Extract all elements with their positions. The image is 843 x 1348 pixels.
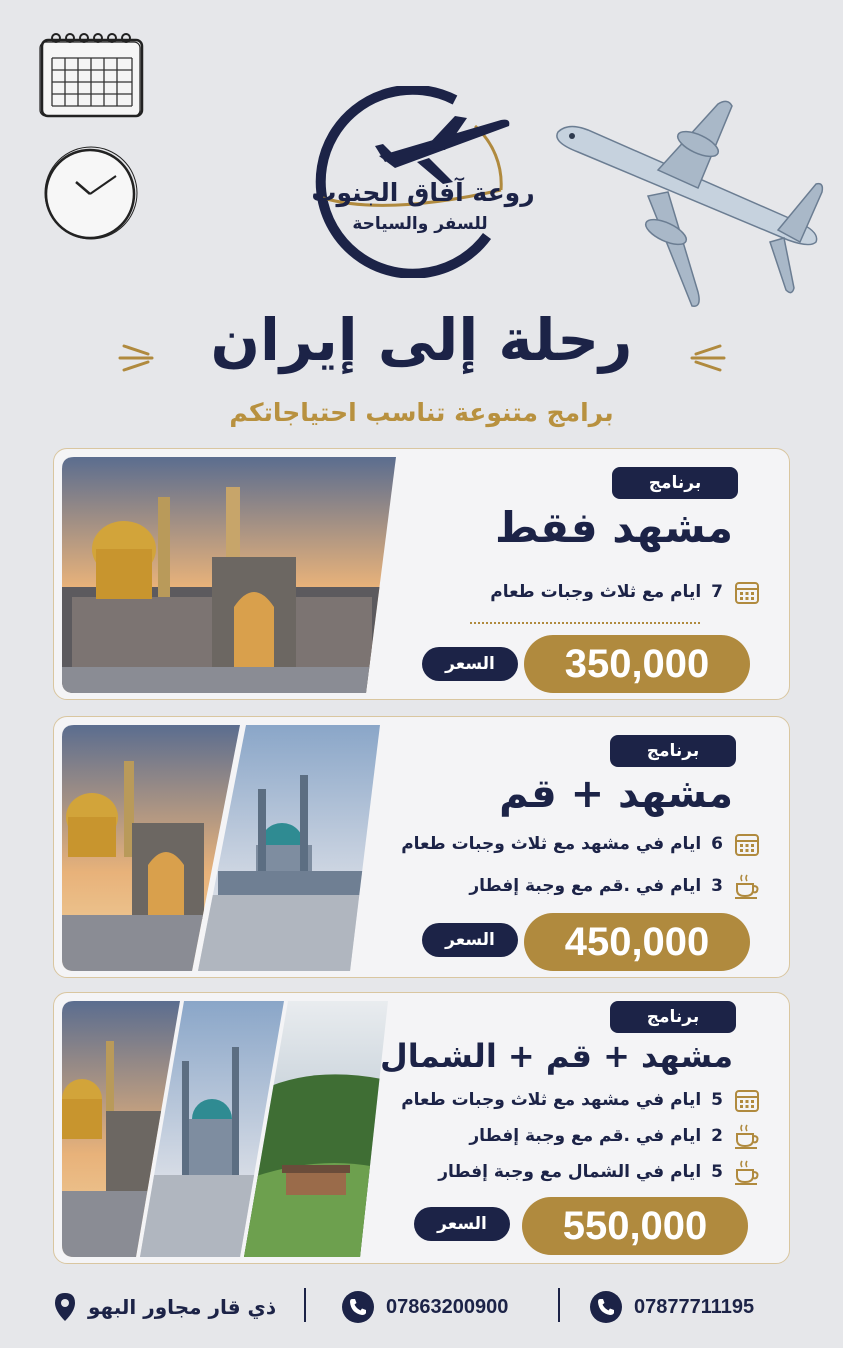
calendar-icon (733, 578, 761, 606)
phone-number[interactable]: 07863200900 (386, 1295, 509, 1318)
price-label: السعر (422, 647, 518, 681)
address-item (54, 1292, 276, 1322)
feature-text: ايام مع ثلاث وجبات طعام (490, 582, 702, 602)
price-label: السعر (422, 923, 518, 957)
calendar-icon (733, 830, 761, 858)
program-badge: برنامج (610, 1001, 736, 1033)
dotted-divider (470, 622, 700, 624)
feature-text: ايام في .قم مع وجبة إفطار (469, 876, 702, 896)
footer-divider (558, 1288, 560, 1322)
airplane-watercolor-icon (548, 92, 834, 324)
program-feature (401, 1085, 761, 1115)
program-badge: برنامج (612, 467, 738, 499)
phone-item-1[interactable] (590, 1292, 754, 1322)
program-feature (438, 1157, 761, 1187)
program-feature (401, 829, 761, 859)
feature-text: ايام في مشهد مع ثلاث وجبات طعام (401, 1090, 702, 1110)
footer-divider (304, 1288, 306, 1322)
feature-text: ايام في مشهد مع ثلاث وجبات طعام (401, 834, 702, 854)
phone-icon (590, 1291, 622, 1323)
program-card-2[interactable] (53, 716, 790, 978)
shrine-photo-mashhad (62, 457, 396, 693)
clock-sketch-icon (40, 146, 140, 242)
page-title: رحلة إلى إيران (210, 306, 633, 374)
phone-item-2[interactable] (342, 1292, 508, 1322)
calendar-icon (733, 1086, 761, 1114)
shrine-photos-mashhad-qom (62, 725, 380, 971)
program-title: مشهد + قم (499, 771, 733, 817)
price-label: السعر (414, 1207, 510, 1241)
coffee-cup-icon (733, 1158, 761, 1186)
program-feature (490, 577, 761, 607)
feature-days: 6 (711, 834, 723, 854)
program-title: مشهد فقط (494, 503, 733, 552)
feature-text: ايام في الشمال مع وجبة إفطار (438, 1162, 702, 1182)
feature-days: 5 (711, 1162, 723, 1182)
page-subtitle: برامج متنوعة تناسب احتياجاتكم (229, 398, 614, 427)
sparkle-right-icon (686, 338, 730, 378)
phone-icon (342, 1291, 374, 1323)
feature-days: 3 (711, 876, 723, 896)
program-feature (469, 1121, 761, 1151)
program-card-1[interactable] (53, 448, 790, 700)
coffee-cup-icon (733, 1122, 761, 1150)
price-value: 450,000 (524, 913, 750, 971)
price-value: 550,000 (522, 1197, 748, 1255)
location-pin-icon (54, 1292, 76, 1322)
photos-mashhad-qom-north (62, 1001, 388, 1257)
feature-days: 7 (711, 582, 723, 602)
feature-text: ايام في .قم مع وجبة إفطار (469, 1126, 702, 1146)
price-value: 350,000 (524, 635, 750, 693)
feature-days: 5 (711, 1090, 723, 1110)
brand-name: روعة آفاق الجنوب (311, 178, 535, 207)
contact-footer (0, 1282, 843, 1332)
brand-logo (305, 86, 545, 278)
brand-tagline: للسفر والسياحة (352, 214, 488, 234)
calendar-sketch-icon (38, 30, 146, 120)
feature-days: 2 (711, 1126, 723, 1146)
program-badge: برنامج (610, 735, 736, 767)
program-title: مشهد + قم + الشمال (380, 1037, 733, 1075)
program-feature (469, 871, 761, 901)
program-card-3[interactable] (53, 992, 790, 1264)
phone-number[interactable]: 07877711195 (634, 1295, 755, 1318)
address-text: ذي قار مجاور البهو (88, 1295, 277, 1319)
coffee-cup-icon (733, 872, 761, 900)
